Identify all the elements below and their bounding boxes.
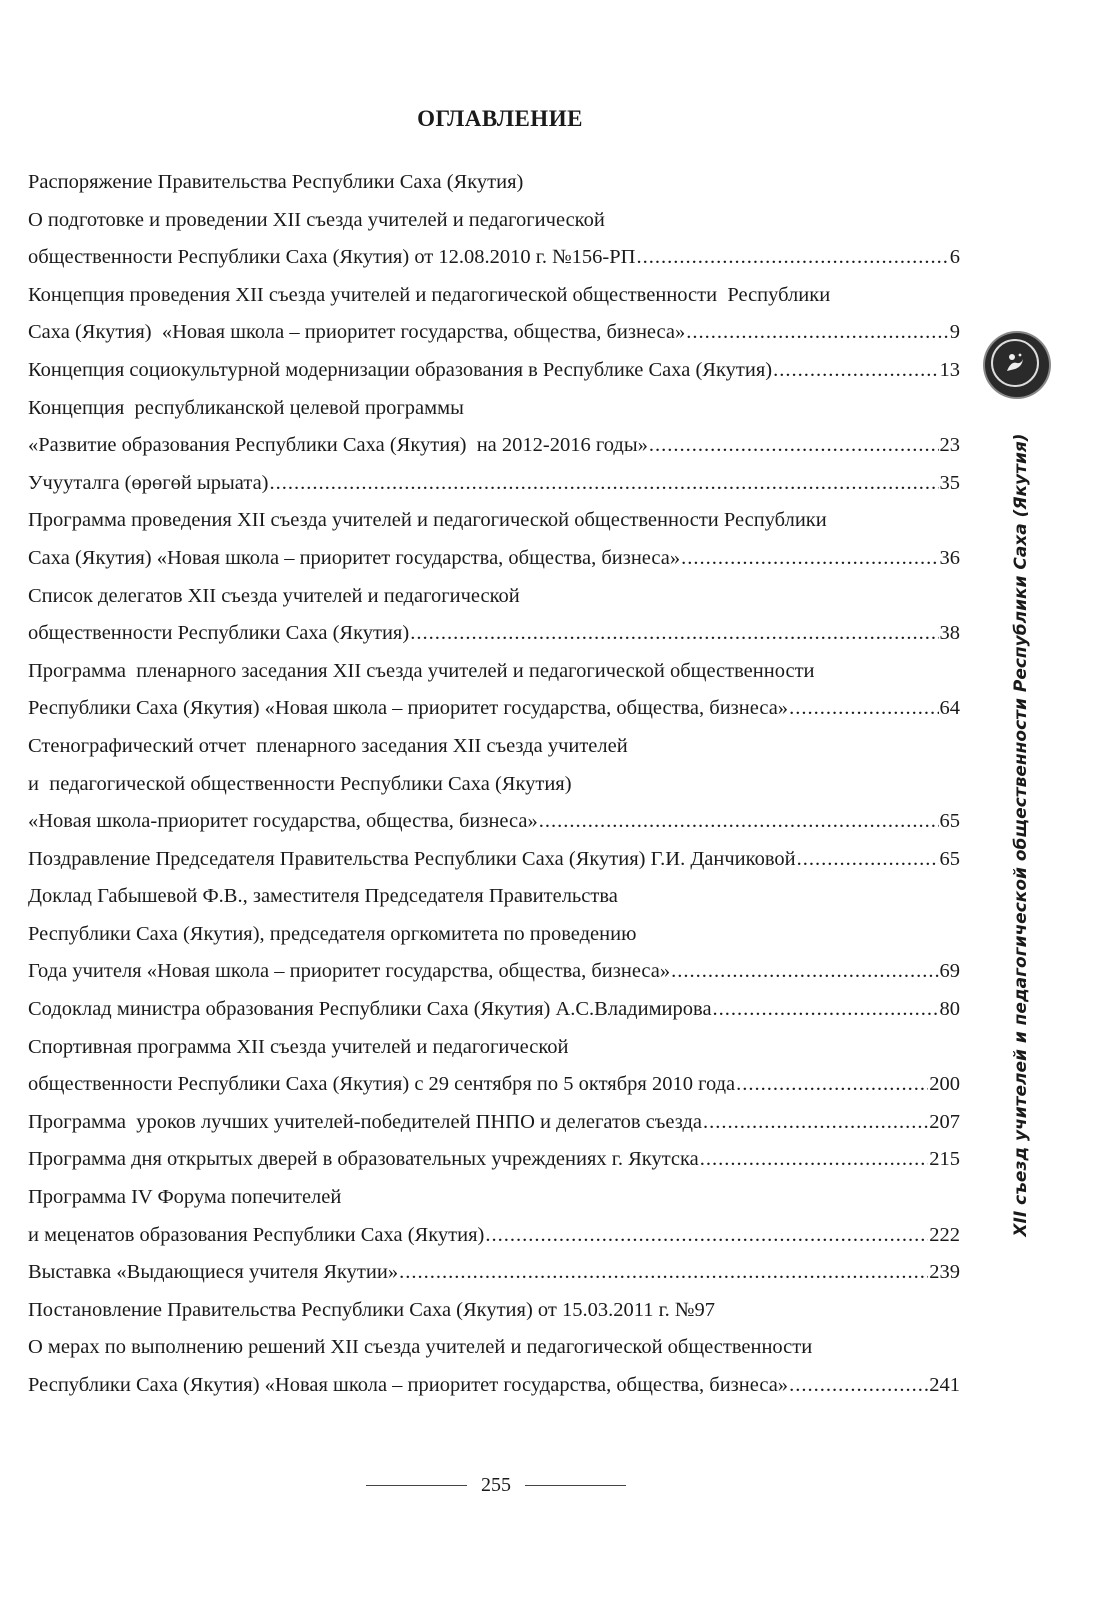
dot-leader [485,1217,928,1255]
toc-entry-text: Учууталга (өрөгөй ырыата) [28,471,269,494]
toc-line [28,1367,960,1405]
toc-entry-text: Спортивная программа XII съезда учителей и педагогической [28,1035,569,1058]
toc-entry-text: Содоклад министра образования Республики Саха (Якутия) А.С.Владимирова [28,998,712,1021]
page-title: ОГЛАВЛЕНИЕ [417,106,583,131]
toc-line [28,1104,960,1142]
toc-line [28,766,960,804]
toc-entry-text: «Новая школа-приоритет государства, общества, бизнеса» [28,810,538,833]
toc-entry-text: общественности Республики Саха (Якутия) от 12.08.2010 г. №156-РП [28,246,636,269]
toc-line [28,653,960,691]
page-footer [366,1470,626,1500]
dot-leader [773,352,938,390]
toc-entry-text: Доклад Габышевой Ф.В., заместителя Председателя Правительства [28,885,618,908]
toc-line [28,427,960,465]
toc-page-number: 200 [929,1073,960,1096]
toc-page-number: 207 [929,1110,960,1133]
toc-entry-text: О мерах по выполнению решений XII съезда учителей и педагогической общественности [28,1336,813,1359]
dot-leader [736,1066,928,1104]
toc-line [28,690,960,728]
footer-rule-left [366,1485,467,1486]
toc-entry-text: Поздравление Председателя Правительства Республики Саха (Якутия) Г.И. Данчиковой [28,847,796,870]
toc-page-number: 9 [949,321,960,344]
toc-line [28,1066,960,1104]
dot-leader [797,841,939,879]
toc-entry-text: Саха (Якутия) «Новая школа – приоритет государства, общества, бизнеса» [28,321,686,344]
toc-line [28,502,960,540]
side-running-title: XII съезд учителей и педагогической общественности Республики Саха (Якутия) [1011,433,1031,1237]
toc-entry-text: Список делегатов XII съезда учителей и педагогической [28,584,520,607]
toc-entry-text: общественности Республики Саха (Якутия) с 29 сентября по 5 октября 2010 года [28,1073,736,1096]
table-of-contents [28,164,960,1405]
toc-line [28,239,960,277]
toc-page-number: 65 [939,810,960,833]
toc-line [28,991,960,1029]
toc-line [28,277,960,315]
toc-entry-text: Концепция республиканской целевой программы [28,396,464,419]
dot-leader [636,239,948,277]
toc-entry-text: общественности Республики Саха (Якутия) [28,622,410,645]
toc-line [28,578,960,616]
dot-leader [671,953,938,991]
toc-page-number: 36 [939,546,960,569]
dot-leader [539,803,939,841]
toc-entry-text: Программа пленарного заседания XII съезда учителей и педагогической общественности [28,659,815,682]
toc-line [28,465,960,503]
dot-leader [713,991,939,1029]
toc-page-number: 69 [939,960,960,983]
toc-line [28,803,960,841]
toc-line [28,728,960,766]
toc-page-number: 80 [939,998,960,1021]
dot-leader [399,1254,928,1292]
toc-entry-text: Саха (Якутия) «Новая школа – приоритет государства, общества, бизнеса» [28,546,681,569]
toc-page-number: 215 [929,1148,960,1171]
congress-emblem-icon [985,333,1049,397]
toc-line [28,352,960,390]
toc-entry-text: Концепция проведения XII съезда учителей и педагогической общественности Республики [28,283,831,306]
toc-line [28,878,960,916]
toc-entry-text: и педагогической общественности Республики Саха (Якутия) [28,772,572,795]
toc-page-number: 239 [929,1261,960,1284]
toc-line [28,1329,960,1367]
toc-entry-text: Республики Саха (Якутия) «Новая школа – приоритет государства, общества, бизнеса» [28,1374,789,1396]
toc-entry-text: и меценатов образования Республики Саха (Якутия) [28,1223,485,1246]
dot-leader [700,1141,929,1179]
toc-line [28,390,960,428]
toc-entry-text: Республики Саха (Якутия), председателя оргкомитета по проведению [28,922,637,945]
dot-leader [789,690,938,728]
toc-entry-text: «Развитие образования Республики Саха (Якутия) на 2012-2016 годы» [28,434,648,457]
dot-leader [681,540,938,578]
toc-line [28,314,960,352]
toc-entry-text: Распоряжение Правительства Республики Саха (Якутия) [28,171,524,193]
toc-page-number: 23 [939,434,960,457]
toc-line [28,1292,960,1330]
toc-page-number: 241 [929,1374,960,1396]
toc-page-number: 65 [939,847,960,870]
toc-entry-text: О подготовке и проведении XII съезда учителей и педагогической [28,208,605,231]
toc-entry-text: Республики Саха (Якутия) «Новая школа – приоритет государства, общества, бизнеса» [28,697,789,720]
toc-page-number: 6 [949,246,960,269]
toc-line [28,1141,960,1179]
toc-entry-text: Программа дня открытых дверей в образовательных учреждениях г. Якутска [28,1148,699,1171]
dot-leader [649,427,939,465]
toc-line [28,615,960,653]
toc-page-number: 13 [939,358,960,381]
toc-entry-text: Постановление Правительства Республики Саха (Якутия) от 15.03.2011 г. №97 [28,1298,715,1321]
dot-leader [270,465,939,503]
toc-line [28,1029,960,1067]
dot-leader [410,615,938,653]
toc-entry-text: Программа IV Форума попечителей [28,1186,342,1209]
toc-page-number: 222 [929,1223,960,1246]
toc-line [28,1254,960,1292]
toc-entry-text: Стенографический отчет пленарного заседания XII съезда учителей [28,734,628,757]
toc-page-number: 64 [939,697,960,720]
dot-leader [703,1104,928,1142]
toc-entry-text: Выставка «Выдающиеся учителя Якутии» [28,1261,399,1284]
toc-entry-text: Программа проведения XII съезда учителей и педагогической общественности Республики [28,509,827,532]
toc-entry-text: Концепция социокультурной модернизации образования в Республике Саха (Якутия) [28,358,773,381]
toc-line [28,164,960,202]
toc-line [28,841,960,879]
toc-line [28,916,960,954]
toc-line [28,540,960,578]
footer-rule-right [525,1485,626,1486]
toc-entry-text: Программа уроков лучших учителей-победителей ПНПО и делегатов съезда [28,1110,702,1133]
toc-page-number: 38 [939,622,960,645]
toc-page-number: 35 [939,471,960,494]
toc-line [28,1217,960,1255]
toc-entry-text: Года учителя «Новая школа – приоритет государства, общества, бизнеса» [28,960,671,983]
dot-leader [789,1367,928,1405]
toc-line [28,202,960,240]
toc-line [28,1179,960,1217]
page-number: 255 [481,1473,511,1496]
toc-line [28,953,960,991]
dot-leader [686,314,949,352]
